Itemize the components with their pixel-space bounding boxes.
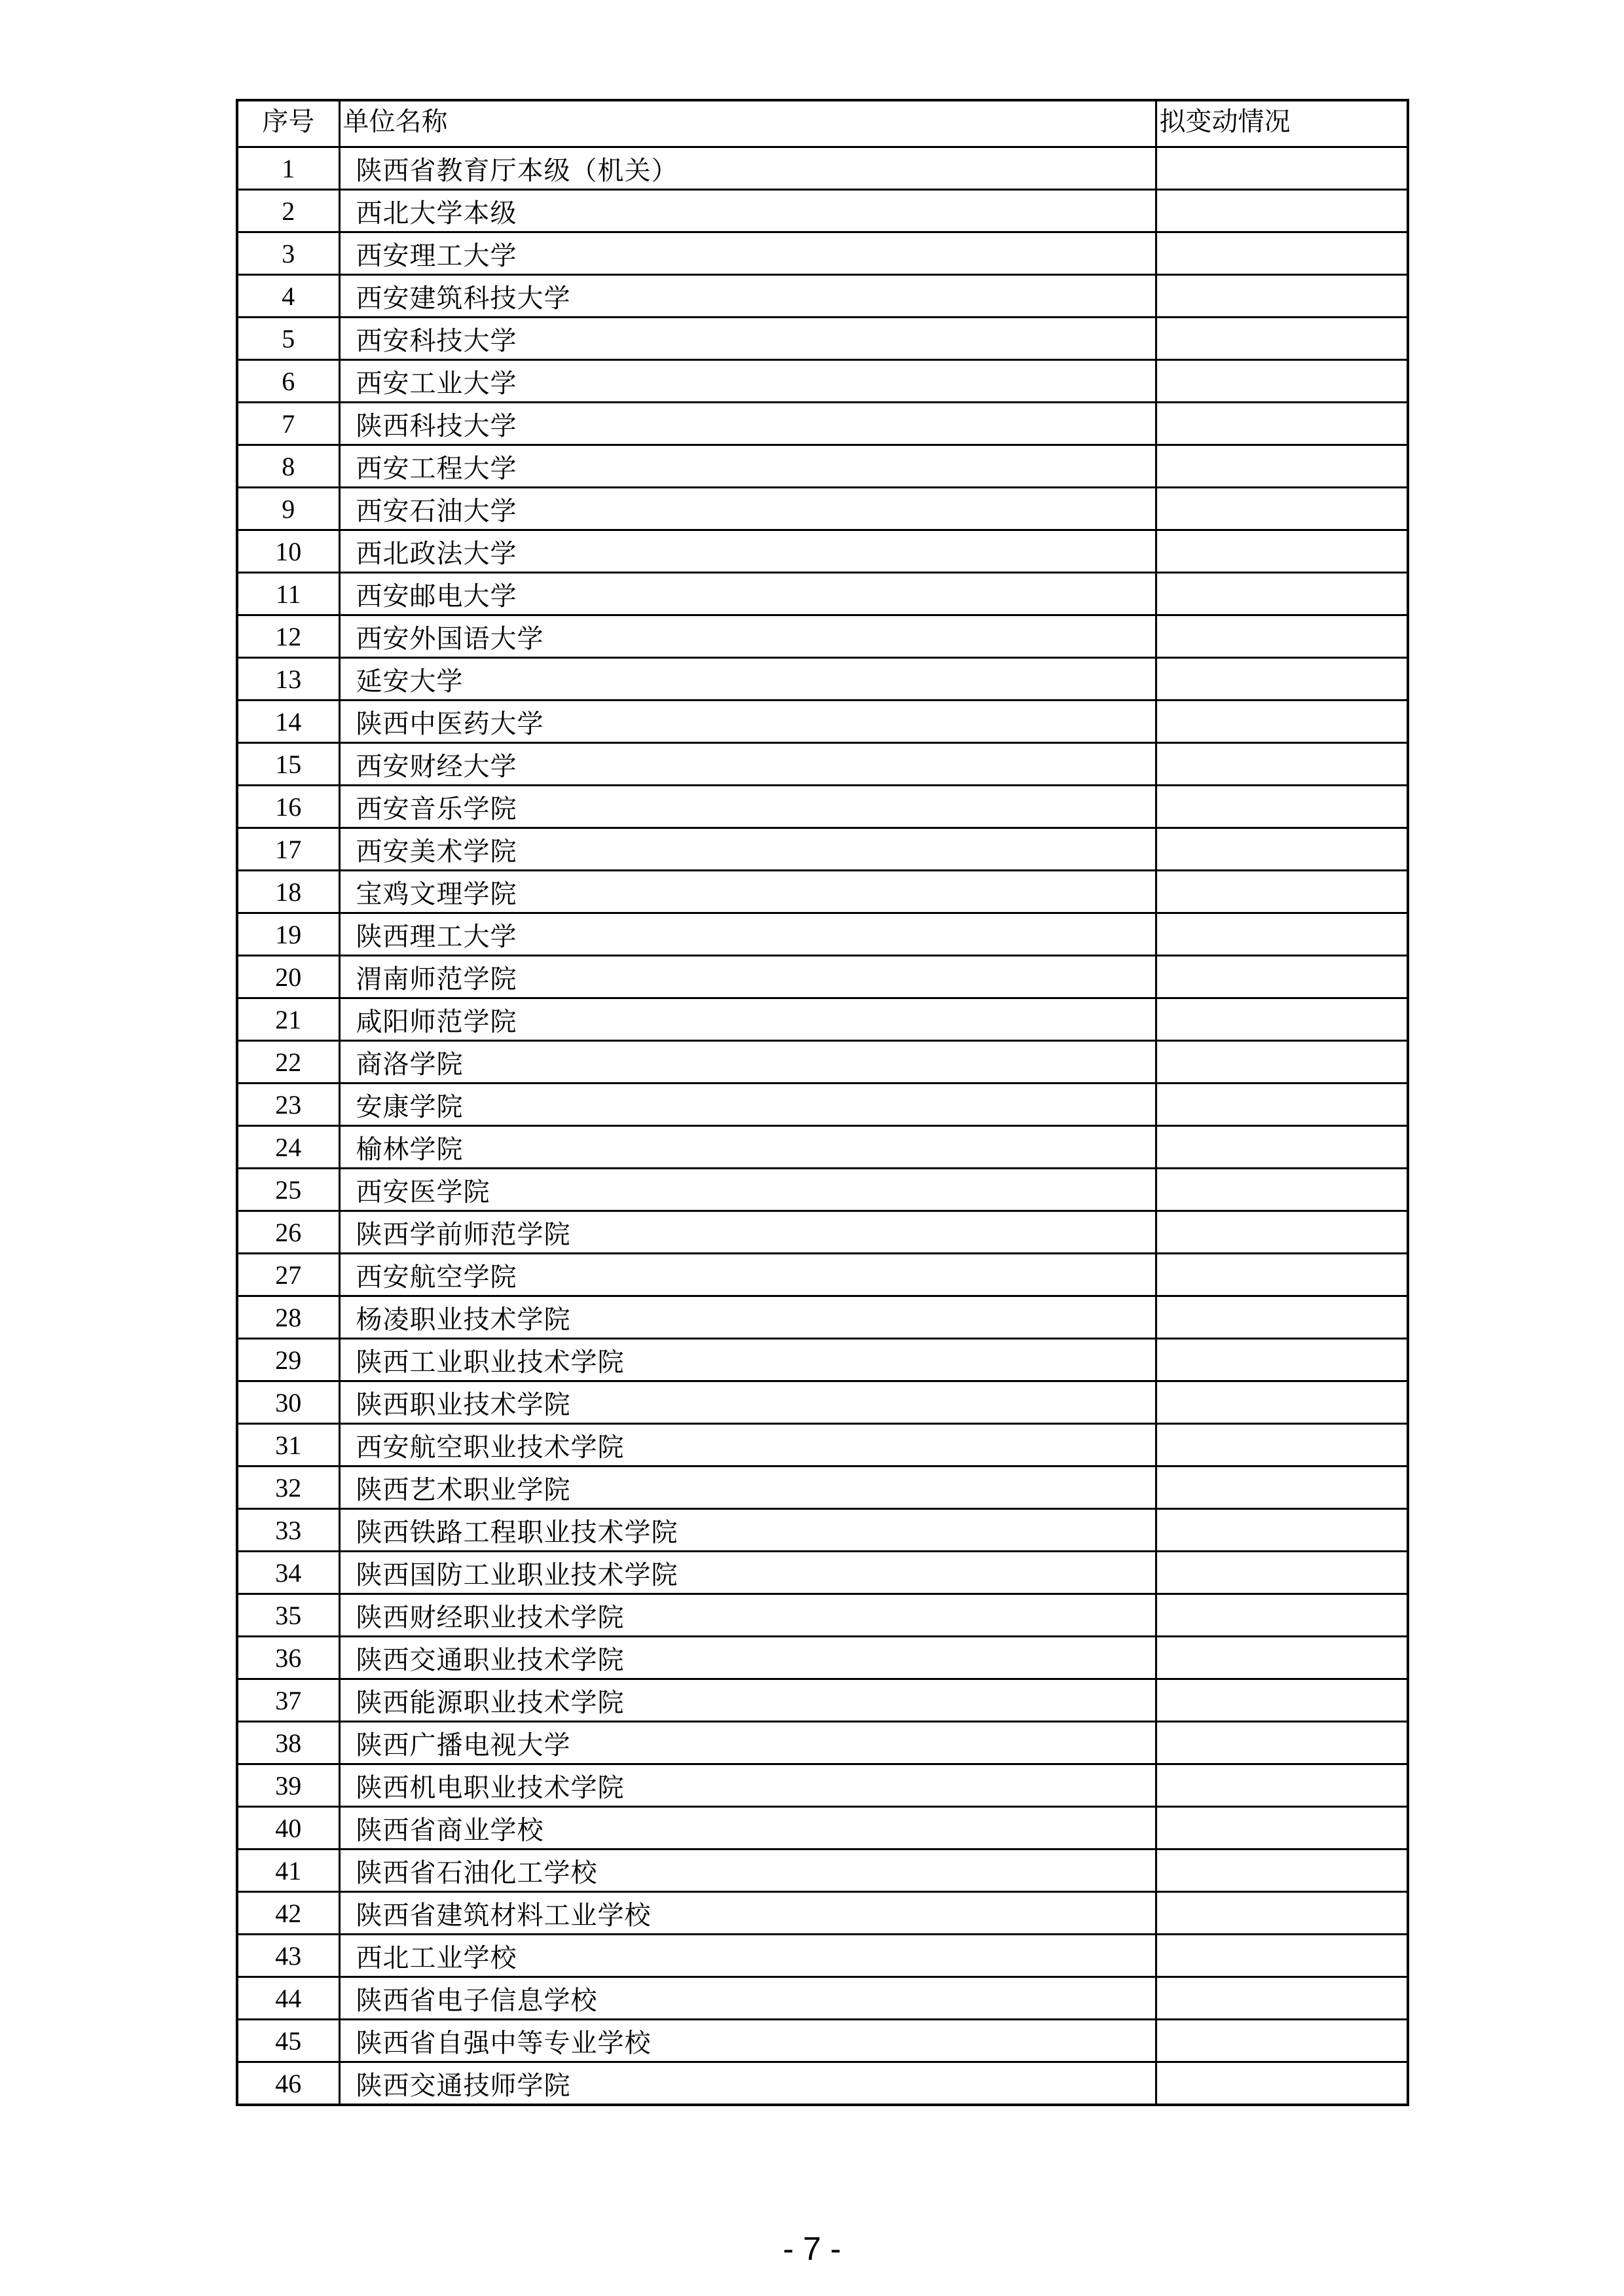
table-row: [237, 828, 1408, 871]
serial-number-cell: 3: [237, 232, 339, 275]
table-row: [237, 1892, 1408, 1935]
planned-change-cell[interactable]: [1156, 1722, 1408, 1764]
table-row: [237, 530, 1408, 573]
serial-number-cell: 36: [237, 1637, 339, 1679]
planned-change-cell[interactable]: [1156, 1977, 1408, 2020]
serial-number-cell: 15: [237, 743, 339, 786]
unit-change-table: [236, 99, 1409, 2106]
table-row: [237, 871, 1408, 913]
planned-change-cell[interactable]: [1156, 658, 1408, 701]
planned-change-cell[interactable]: [1156, 1041, 1408, 1084]
unit-name-cell: 陕西能源职业技术学院: [339, 1679, 1156, 1722]
table-row: [237, 1509, 1408, 1552]
header-unit-name: 单位名称: [339, 100, 1156, 147]
unit-name-cell: 陕西中医药大学: [339, 701, 1156, 743]
unit-name-cell: 陕西职业技术学院: [339, 1381, 1156, 1424]
header-row: [237, 100, 1408, 147]
planned-change-cell[interactable]: [1156, 530, 1408, 573]
serial-number-cell: 18: [237, 871, 339, 913]
planned-change-cell[interactable]: [1156, 1935, 1408, 1977]
unit-name-cell: 西北大学本级: [339, 190, 1156, 232]
table-row: [237, 1467, 1408, 1509]
table-row: [237, 573, 1408, 615]
planned-change-cell[interactable]: [1156, 2020, 1408, 2062]
planned-change-cell[interactable]: [1156, 190, 1408, 232]
unit-name-cell: 陕西省自强中等专业学校: [339, 2020, 1156, 2062]
table-body: [237, 147, 1408, 2105]
table-row: [237, 488, 1408, 530]
table-row: [237, 786, 1408, 828]
serial-number-cell: 42: [237, 1892, 339, 1935]
planned-change-cell[interactable]: [1156, 871, 1408, 913]
serial-number-cell: 26: [237, 1211, 339, 1254]
table-row: [237, 1339, 1408, 1381]
unit-name-cell: 西安科技大学: [339, 318, 1156, 360]
planned-change-cell[interactable]: [1156, 1764, 1408, 1807]
table-row: [237, 1850, 1408, 1892]
table-row: [237, 1169, 1408, 1211]
planned-change-cell[interactable]: [1156, 1807, 1408, 1850]
planned-change-cell[interactable]: [1156, 1850, 1408, 1892]
table-row: [237, 615, 1408, 658]
planned-change-cell[interactable]: [1156, 1892, 1408, 1935]
unit-name-cell: 西安航空学院: [339, 1254, 1156, 1296]
serial-number-cell: 44: [237, 1977, 339, 2020]
serial-number-cell: 39: [237, 1764, 339, 1807]
serial-number-cell: 7: [237, 403, 339, 445]
unit-name-cell: 安康学院: [339, 1084, 1156, 1126]
unit-name-cell: 西安外国语大学: [339, 615, 1156, 658]
planned-change-cell[interactable]: [1156, 615, 1408, 658]
serial-number-cell: 28: [237, 1296, 339, 1339]
planned-change-cell[interactable]: [1156, 1084, 1408, 1126]
planned-change-cell[interactable]: [1156, 1679, 1408, 1722]
unit-name-cell: 咸阳师范学院: [339, 998, 1156, 1041]
header-serial-number: 序号: [237, 100, 339, 147]
serial-number-cell: 12: [237, 615, 339, 658]
serial-number-cell: 35: [237, 1594, 339, 1637]
serial-number-cell: 6: [237, 360, 339, 403]
table-row: [237, 1637, 1408, 1679]
unit-name-cell: 渭南师范学院: [339, 956, 1156, 998]
table-row: [237, 1381, 1408, 1424]
table-row: [237, 190, 1408, 232]
planned-change-cell[interactable]: [1156, 786, 1408, 828]
serial-number-cell: 40: [237, 1807, 339, 1850]
serial-number-cell: 22: [237, 1041, 339, 1084]
table-row: [237, 658, 1408, 701]
serial-number-cell: 1: [237, 147, 339, 190]
unit-name-cell: 杨凌职业技术学院: [339, 1296, 1156, 1339]
unit-name-cell: 西安工业大学: [339, 360, 1156, 403]
planned-change-cell[interactable]: [1156, 1254, 1408, 1296]
table-row: [237, 1296, 1408, 1339]
unit-name-cell: 西安医学院: [339, 1169, 1156, 1211]
table-row: [237, 1722, 1408, 1764]
table-row: [237, 743, 1408, 786]
unit-name-cell: 陕西艺术职业学院: [339, 1467, 1156, 1509]
serial-number-cell: 37: [237, 1679, 339, 1722]
planned-change-cell[interactable]: [1156, 956, 1408, 998]
table-row: [237, 913, 1408, 956]
table-row: [237, 1977, 1408, 2020]
serial-number-cell: 14: [237, 701, 339, 743]
serial-number-cell: 45: [237, 2020, 339, 2062]
planned-change-cell[interactable]: [1156, 828, 1408, 871]
unit-name-cell: 陕西省教育厅本级（机关）: [339, 147, 1156, 190]
unit-name-cell: 西安石油大学: [339, 488, 1156, 530]
planned-change-cell[interactable]: [1156, 147, 1408, 190]
planned-change-cell[interactable]: [1156, 1424, 1408, 1467]
planned-change-cell[interactable]: [1156, 998, 1408, 1041]
planned-change-cell[interactable]: [1156, 1169, 1408, 1211]
page-number: - 7 -: [783, 2231, 841, 2267]
planned-change-cell[interactable]: [1156, 1126, 1408, 1169]
planned-change-cell[interactable]: [1156, 913, 1408, 956]
planned-change-cell[interactable]: [1156, 743, 1408, 786]
table-row: [237, 1552, 1408, 1594]
serial-number-cell: 46: [237, 2062, 339, 2105]
serial-number-cell: 23: [237, 1084, 339, 1126]
planned-change-cell[interactable]: [1156, 1467, 1408, 1509]
unit-name-cell: 陕西省电子信息学校: [339, 1977, 1156, 2020]
table-row: [237, 1084, 1408, 1126]
unit-name-cell: 西安邮电大学: [339, 573, 1156, 615]
table-row: [237, 1935, 1408, 1977]
planned-change-cell[interactable]: [1156, 360, 1408, 403]
serial-number-cell: 27: [237, 1254, 339, 1296]
unit-name-cell: 陕西交通技师学院: [339, 2062, 1156, 2105]
serial-number-cell: 31: [237, 1424, 339, 1467]
unit-name-cell: 陕西机电职业技术学院: [339, 1764, 1156, 1807]
table-row: [237, 232, 1408, 275]
unit-name-cell: 西北工业学校: [339, 1935, 1156, 1977]
table-row: [237, 956, 1408, 998]
serial-number-cell: 17: [237, 828, 339, 871]
table-row: [237, 147, 1408, 190]
serial-number-cell: 5: [237, 318, 339, 360]
planned-change-cell[interactable]: [1156, 1552, 1408, 1594]
planned-change-cell[interactable]: [1156, 403, 1408, 445]
table-row: [237, 1764, 1408, 1807]
table-row: [237, 1041, 1408, 1084]
planned-change-cell[interactable]: [1156, 318, 1408, 360]
planned-change-cell[interactable]: [1156, 1594, 1408, 1637]
serial-number-cell: 32: [237, 1467, 339, 1509]
unit-name-cell: 陕西理工大学: [339, 913, 1156, 956]
unit-name-cell: 陕西铁路工程职业技术学院: [339, 1509, 1156, 1552]
serial-number-cell: 38: [237, 1722, 339, 1764]
unit-name-cell: 陕西学前师范学院: [339, 1211, 1156, 1254]
table-row: [237, 445, 1408, 488]
table-row: [237, 1807, 1408, 1850]
table-row: [237, 1254, 1408, 1296]
table-header: [237, 100, 1408, 147]
table-row: [237, 701, 1408, 743]
unit-name-cell: 延安大学: [339, 658, 1156, 701]
serial-number-cell: 13: [237, 658, 339, 701]
unit-name-cell: 西北政法大学: [339, 530, 1156, 573]
planned-change-cell[interactable]: [1156, 1637, 1408, 1679]
table-row: [237, 2062, 1408, 2105]
unit-name-cell: 榆林学院: [339, 1126, 1156, 1169]
table-row: [237, 275, 1408, 318]
table-row: [237, 1679, 1408, 1722]
serial-number-cell: 34: [237, 1552, 339, 1594]
serial-number-cell: 9: [237, 488, 339, 530]
table-row: [237, 360, 1408, 403]
serial-number-cell: 43: [237, 1935, 339, 1977]
serial-number-cell: 24: [237, 1126, 339, 1169]
planned-change-cell[interactable]: [1156, 232, 1408, 275]
unit-name-cell: 陕西科技大学: [339, 403, 1156, 445]
unit-name-cell: 西安音乐学院: [339, 786, 1156, 828]
table-row: [237, 998, 1408, 1041]
table-row: [237, 403, 1408, 445]
serial-number-cell: 2: [237, 190, 339, 232]
planned-change-cell[interactable]: [1156, 701, 1408, 743]
table-row: [237, 1126, 1408, 1169]
serial-number-cell: 10: [237, 530, 339, 573]
table-row: [237, 2020, 1408, 2062]
unit-name-cell: 西安理工大学: [339, 232, 1156, 275]
unit-name-cell: 商洛学院: [339, 1041, 1156, 1084]
serial-number-cell: 4: [237, 275, 339, 318]
header-planned-change: 拟变动情况: [1156, 100, 1408, 147]
planned-change-cell[interactable]: [1156, 2062, 1408, 2105]
serial-number-cell: 33: [237, 1509, 339, 1552]
planned-change-cell[interactable]: [1156, 573, 1408, 615]
serial-number-cell: 41: [237, 1850, 339, 1892]
planned-change-cell[interactable]: [1156, 275, 1408, 318]
unit-name-cell: 陕西省石油化工学校: [339, 1850, 1156, 1892]
serial-number-cell: 21: [237, 998, 339, 1041]
planned-change-cell[interactable]: [1156, 1381, 1408, 1424]
serial-number-cell: 29: [237, 1339, 339, 1381]
unit-name-cell: 西安航空职业技术学院: [339, 1424, 1156, 1467]
serial-number-cell: 25: [237, 1169, 339, 1211]
planned-change-cell[interactable]: [1156, 488, 1408, 530]
serial-number-cell: 19: [237, 913, 339, 956]
serial-number-cell: 8: [237, 445, 339, 488]
planned-change-cell[interactable]: [1156, 445, 1408, 488]
planned-change-cell[interactable]: [1156, 1339, 1408, 1381]
serial-number-cell: 16: [237, 786, 339, 828]
unit-name-cell: 宝鸡文理学院: [339, 871, 1156, 913]
serial-number-cell: 11: [237, 573, 339, 615]
unit-name-cell: 陕西广播电视大学: [339, 1722, 1156, 1764]
planned-change-cell[interactable]: [1156, 1296, 1408, 1339]
unit-name-cell: 西安财经大学: [339, 743, 1156, 786]
unit-name-cell: 西安美术学院: [339, 828, 1156, 871]
planned-change-cell[interactable]: [1156, 1509, 1408, 1552]
serial-number-cell: 20: [237, 956, 339, 998]
table-row: [237, 318, 1408, 360]
unit-name-cell: 陕西国防工业职业技术学院: [339, 1552, 1156, 1594]
table-row: [237, 1424, 1408, 1467]
table-row: [237, 1594, 1408, 1637]
unit-name-cell: 陕西工业职业技术学院: [339, 1339, 1156, 1381]
unit-name-cell: 西安工程大学: [339, 445, 1156, 488]
unit-name-cell: 西安建筑科技大学: [339, 275, 1156, 318]
unit-name-cell: 陕西财经职业技术学院: [339, 1594, 1156, 1637]
table-row: [237, 1211, 1408, 1254]
unit-name-cell: 陕西省建筑材料工业学校: [339, 1892, 1156, 1935]
unit-name-cell: 陕西省商业学校: [339, 1807, 1156, 1850]
serial-number-cell: 30: [237, 1381, 339, 1424]
planned-change-cell[interactable]: [1156, 1211, 1408, 1254]
unit-name-cell: 陕西交通职业技术学院: [339, 1637, 1156, 1679]
